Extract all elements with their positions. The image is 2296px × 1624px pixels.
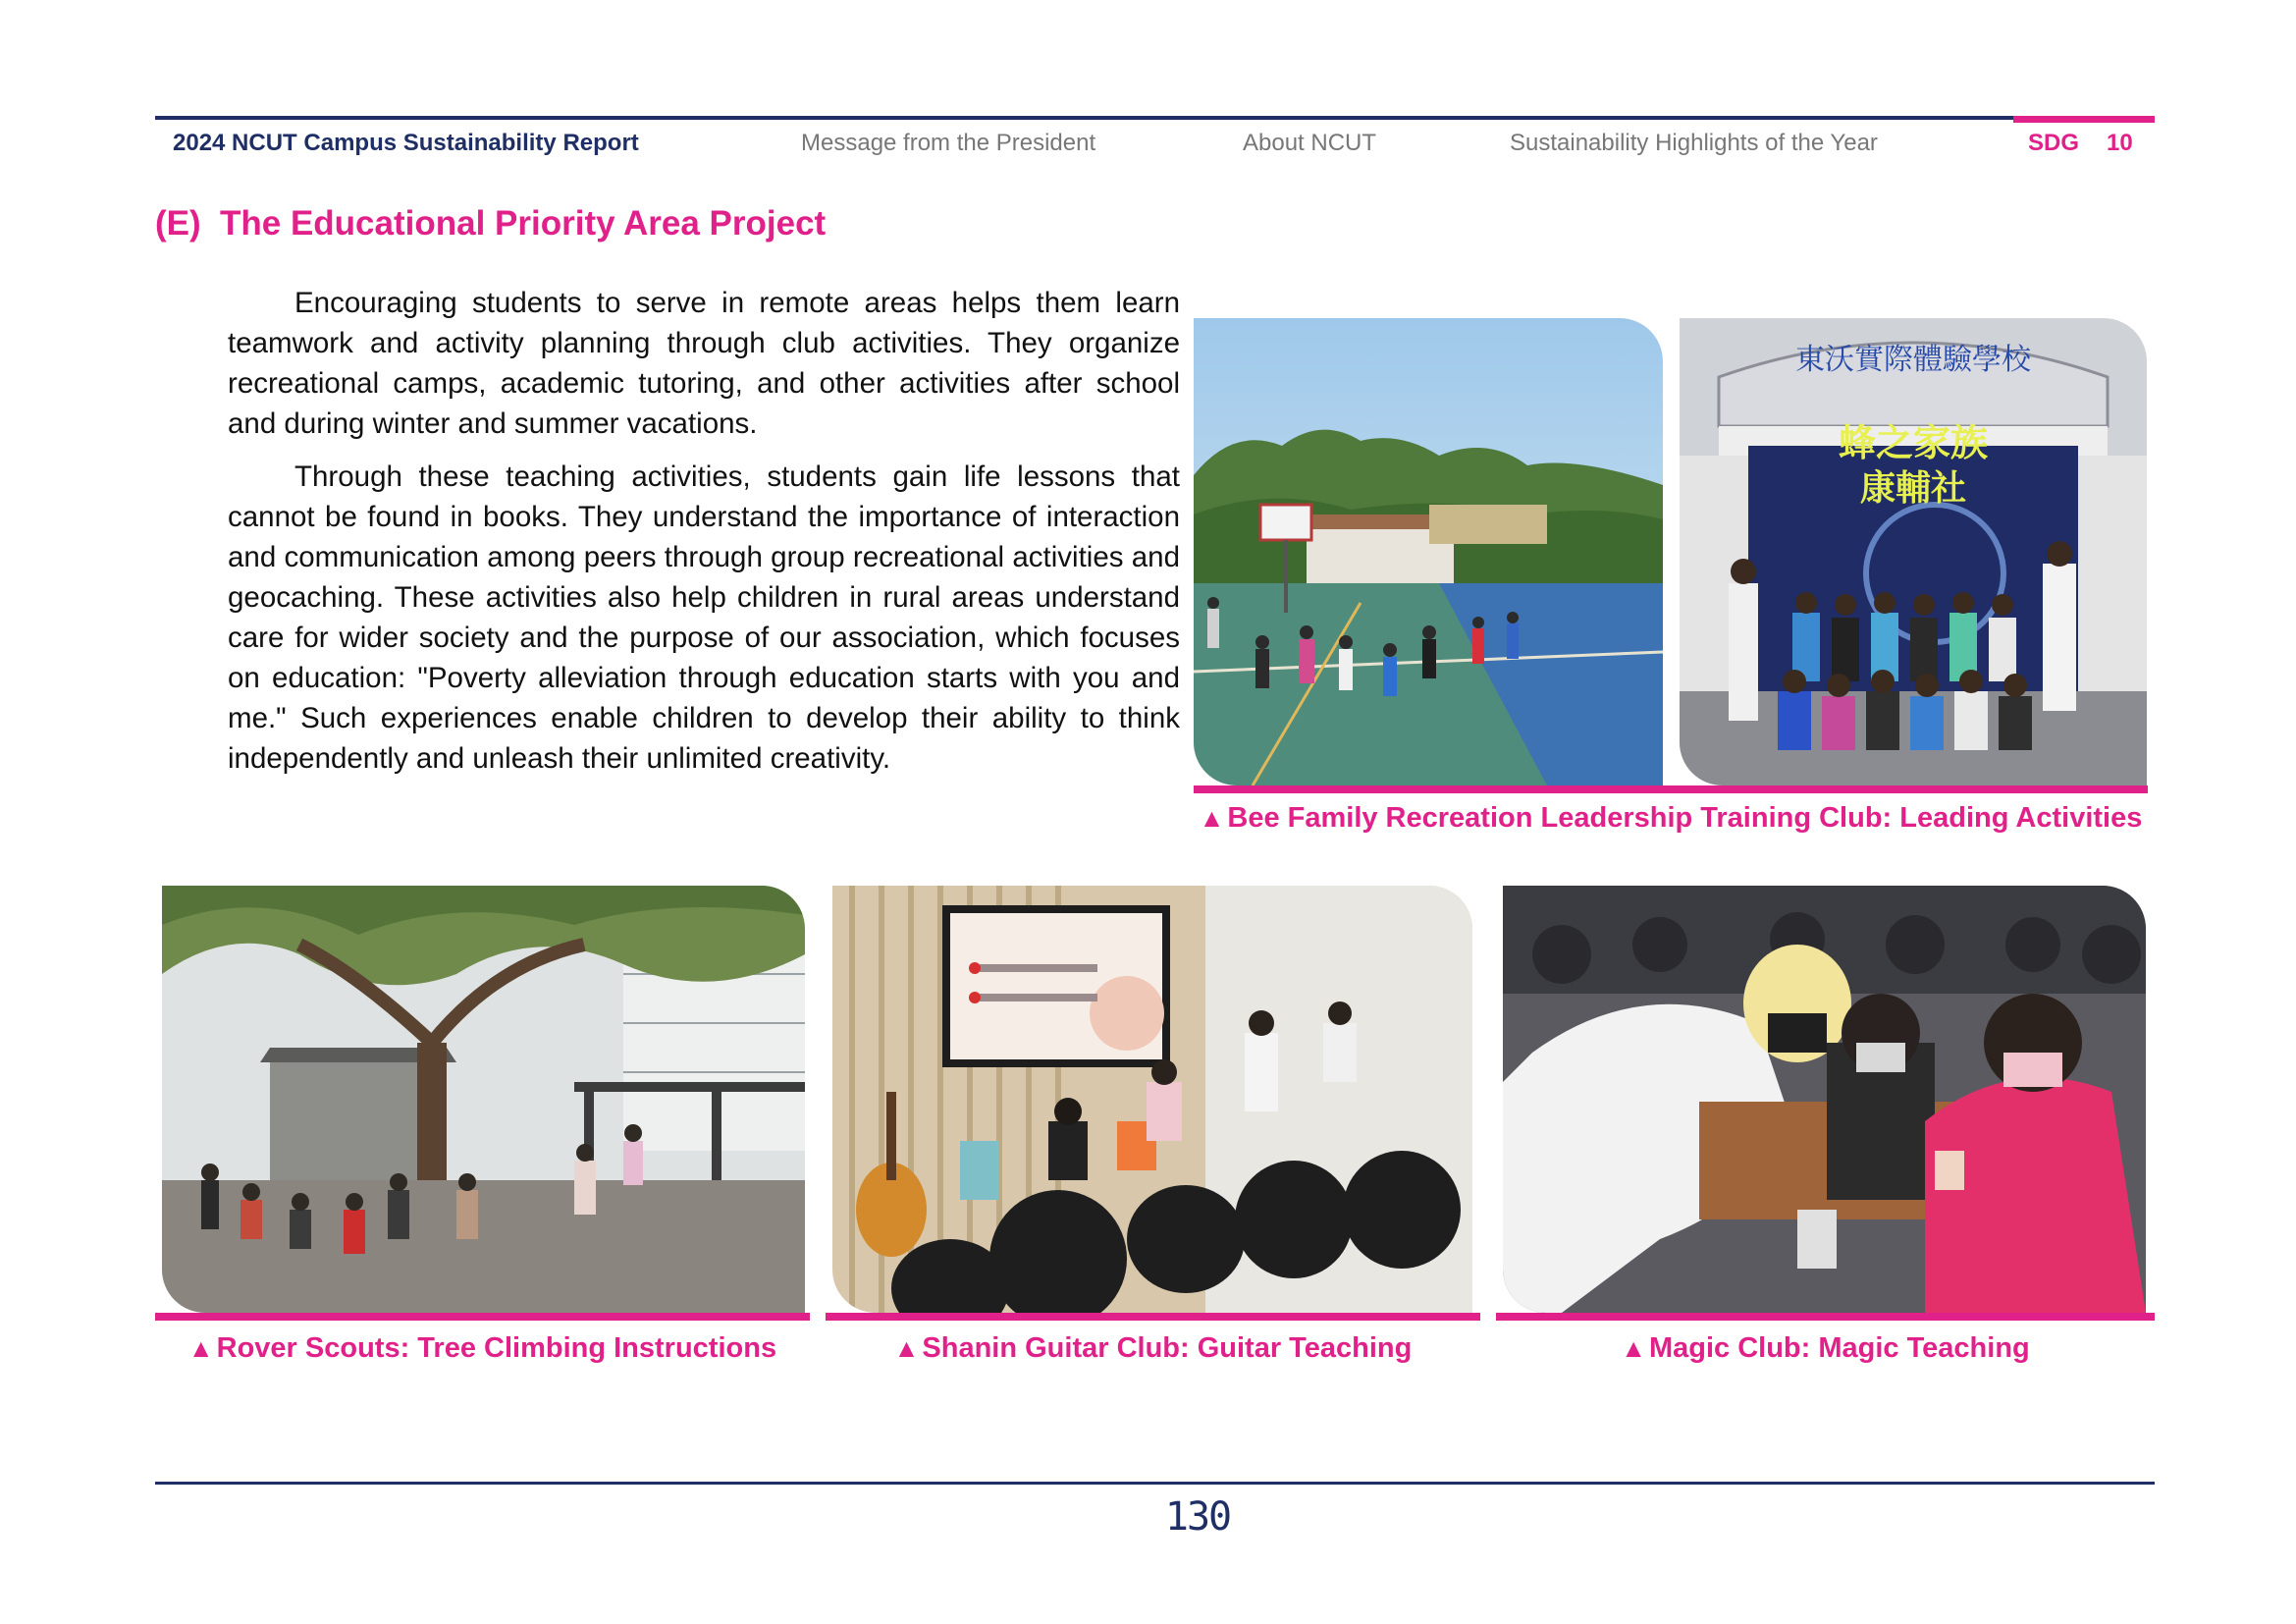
basketball-court-illustration (1194, 318, 1663, 785)
section-letter: (E) (155, 204, 201, 243)
caption-triangle-icon: ▲ (187, 1333, 214, 1363)
photo-basketball-court (1194, 318, 1663, 785)
header-rule (155, 116, 2013, 120)
caption-magic-club (1496, 1332, 2155, 1365)
sdg-label: SDG (2028, 130, 2080, 156)
header-accent-bar (2013, 116, 2155, 123)
nav-sustainability-highlights[interactable]: Sustainability Highlights of the Year (1510, 130, 1878, 156)
photo-magic-club (1503, 886, 2146, 1313)
photo-rover-scouts (162, 886, 805, 1313)
guitar-teaching-illustration (832, 886, 1472, 1313)
banner-text-1: 蜂之家族 (1838, 421, 1989, 464)
caption-rover-scouts (155, 1332, 810, 1365)
body-text (228, 283, 1180, 791)
caption-guitar-club-text: Shanin Guitar Club: Guitar Teaching (922, 1332, 1413, 1364)
section-title (155, 204, 826, 244)
caption-triangle-icon: ▲ (893, 1333, 920, 1363)
paragraph-1: Encouraging students to serve in remote areas helps them learn teamwork and activity planning through club activities. They organize recreational camps, academic tutoring, and other activities after school and during winter and summer vacations. (228, 287, 1180, 440)
magic-teaching-illustration (1503, 886, 2146, 1313)
page-number: 130 (1164, 1494, 1231, 1540)
header-nav (155, 126, 2155, 165)
caption-guitar-club (826, 1332, 1480, 1365)
caption-triangle-icon: ▲ (1621, 1333, 1646, 1363)
section-title-text: The Educational Priority Area Project (220, 204, 827, 243)
footer-rule (155, 1482, 2155, 1485)
school-arch-sign: 東沃實際體驗學校 (1795, 343, 2031, 377)
caption-bee-family-text: Bee Family Recreation Leadership Training Club: Leading Activities (1227, 802, 2143, 834)
paragraph-2: Through these teaching activities, students gain life lessons that cannot be found in books. They understand the importance of interaction and communication among peers through group recreational activities and geocaching. These activities also help children in rural areas understand care for wider society and the purpose of our association, which focuses on education: "Poverty alleviation through education starts with you and me." Such experiences enable children to develop their ability to think independently and unleash their unlimited creativity. (228, 460, 1180, 775)
nav-message-from-president[interactable]: Message from the President (801, 130, 1096, 156)
bee-family-caption-underline (1194, 785, 2148, 793)
report-title: 2024 NCUT Campus Sustainability Report (173, 130, 639, 156)
guitar-club-caption-underline (826, 1313, 1480, 1321)
tree-climbing-illustration (162, 886, 805, 1313)
nav-about-ncut[interactable]: About NCUT (1243, 130, 1377, 156)
sdg-number: 10 (2107, 130, 2133, 156)
photo-school-group (1680, 318, 2147, 785)
school-group-illustration (1680, 318, 2147, 785)
magic-club-caption-underline (1496, 1313, 2155, 1321)
caption-bee-family (1194, 802, 2148, 835)
caption-magic-club-text: Magic Club: Magic Teaching (1648, 1332, 2030, 1364)
caption-rover-scouts-text: Rover Scouts: Tree Climbing Instructions (216, 1332, 777, 1364)
banner-text-2: 康輔社 (1859, 468, 1967, 509)
rover-scouts-caption-underline (155, 1313, 810, 1321)
photo-guitar-club (832, 886, 1472, 1313)
caption-triangle-icon: ▲ (1199, 803, 1225, 833)
